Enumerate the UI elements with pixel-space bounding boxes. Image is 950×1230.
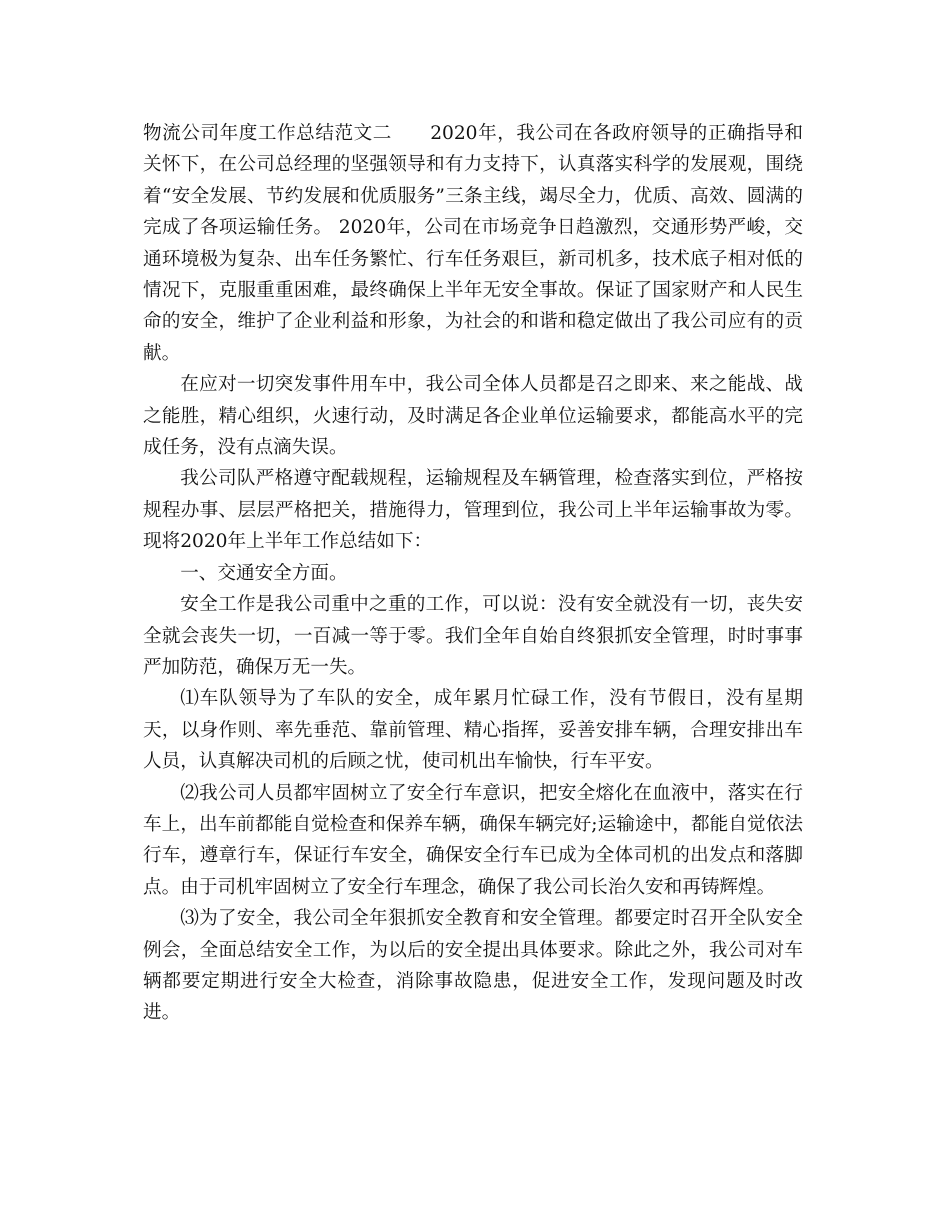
paragraph-rules: 我公司队严格遵守配载规程，运输规程及车辆管理，检查落实到位，严格按规程办事、层层严格把关，措施得力，管理到位，我公司上半年运输事故为零。现将2020年上半年工作总结如下：: [143, 468, 803, 553]
document-body: [143, 118, 803, 1029]
paragraph-emergency: 在应对一切突发事件用车中，我公司全体人员都是召之即来、来之能战、战之能胜，精心组织，火速行动，及时满足各企业单位运输要求，都能高水平的完成任务，没有点滴失误。: [143, 374, 803, 459]
paragraph-safety-work: 安全工作是我公司重中之重的工作，可以说：没有安全就没有一切，丧失安全就会丧失一切，一百减一等于零。我们全年自始自终狠抓安全管理，时时事事严加防范，确保万无一失。: [143, 594, 803, 678]
paragraph-item-3: ⑶为了安全，我公司全年狠抓安全教育和安全管理。都要定时召开全队安全例会，全面总结安全工作，为以后的安全提出具体要求。除此之外，我公司对车辆都要定期进行安全大检查，消除事故隐患，促进安全工作，发现问题及时改进。: [143, 908, 803, 1024]
paragraph-intro: 物流公司年度工作总结范文二 2020年，我公司在各政府领导的正确指导和关怀下，在公司总经理的坚强领导和有力支持下，认真落实科学的发展观，围绕着“安全发展、节约发展和优质服务”三条主线，竭尽全力，优质、高效、圆满的完成了各项运输任务。 2020年，公司在市场竞争日趋激烈，交通形势严峻，交通环境极为复杂、出车任务繁忙、行车任务艰巨，新司机多，技术底子相对低的情况下，克服重重困难，最终确保上半年无安全事故。保证了国家财产和人民生命的安全，维护了企业利益和形象，为社会的和谐和稳定做出了我公司应有的贡献。: [143, 123, 803, 364]
section-heading-traffic-safety: 一、交通安全方面。: [180, 562, 348, 584]
paragraph-item-2: ⑵我公司人员都牢固树立了安全行车意识，把安全熔化在血液中，落实在行车上，出车前都能自觉检查和保养车辆，确保车辆完好;运输途中，都能自觉依法行车，遵章行车，保证行车安全，确保安全行车已成为全体司机的出发点和落脚点。由于司机牢固树立了安全行车理念，确保了我公司长治久安和再铸辉煌。: [143, 782, 803, 898]
paragraph-item-1: ⑴车队领导为了车队的安全，成年累月忙碌工作，没有节假日，没有星期天，以身作则、率先垂范、靠前管理、精心指挥，妥善安排车辆，合理安排出车人员，认真解决司机的后顾之忧，使司机出车愉快，行车平安。: [143, 688, 803, 773]
